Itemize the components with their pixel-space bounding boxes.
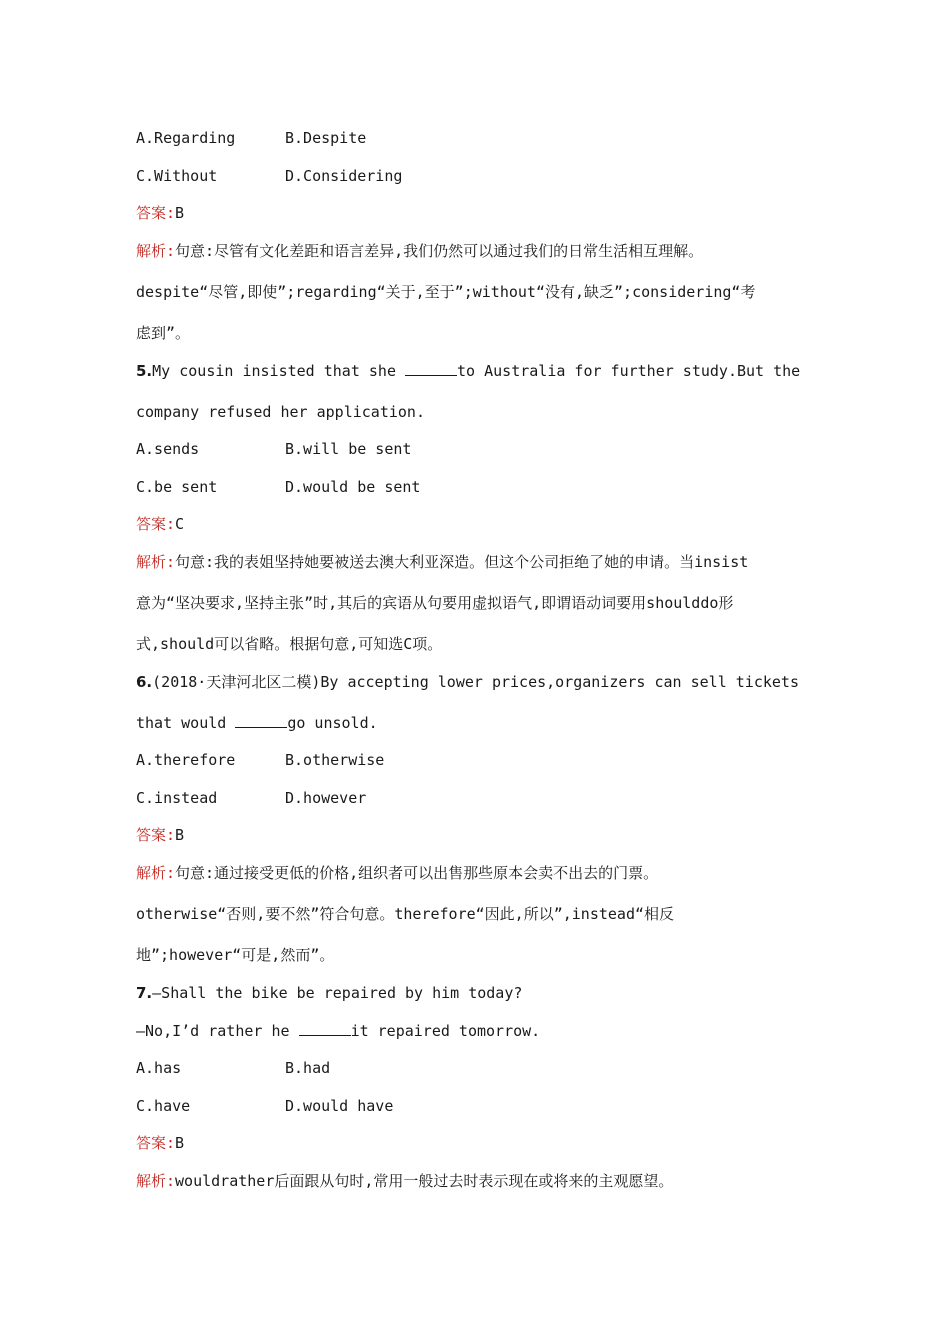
q5-stem-text-after: to Australia for further study.But the bbox=[457, 362, 801, 380]
q5-analysis-line3: 式,should可以省略。根据句意,可知选C项。 bbox=[136, 635, 443, 653]
q4-option-c: C.Without bbox=[136, 167, 218, 185]
q6-analysis-line3: 地”;however“可是,然而”。 bbox=[136, 946, 335, 964]
q6-option-a: A.therefore bbox=[136, 751, 236, 769]
q5-option-a: A.sends bbox=[136, 440, 200, 458]
q6-stem-line1 bbox=[136, 672, 799, 692]
answer-value: B bbox=[175, 826, 185, 844]
q4-analysis-line1 bbox=[136, 241, 703, 261]
analysis-label: 解析: bbox=[136, 864, 176, 882]
answer-label: 答案: bbox=[136, 1134, 176, 1152]
q4-analysis-line3: 虑到”。 bbox=[136, 324, 191, 342]
question-number: 7. bbox=[136, 984, 153, 1002]
answer-label: 答案: bbox=[136, 826, 176, 844]
q6-answer bbox=[136, 825, 184, 845]
q6-stem-line2 bbox=[136, 713, 378, 733]
q6-option-d: D.however bbox=[285, 789, 367, 807]
q6-stem-text: that would bbox=[136, 714, 236, 732]
q4-options-row2 bbox=[136, 166, 217, 186]
q5-answer bbox=[136, 514, 184, 534]
answer-value: B bbox=[175, 204, 185, 222]
q4-analysis-line2: despite“尽管,即使”;regarding“关于,至于”;without“没有,缺乏”;considering“考 bbox=[136, 283, 756, 301]
answer-blank bbox=[235, 713, 287, 728]
q7-stem-line1 bbox=[136, 983, 522, 1003]
q7-option-b: B.had bbox=[285, 1059, 331, 1077]
question-number: 6. bbox=[136, 673, 153, 691]
q5-option-b: B.will be sent bbox=[285, 440, 412, 458]
analysis-label: 解析: bbox=[136, 553, 176, 571]
analysis-text: wouldrather后面跟从句时,常用一般过去时表示现在或将来的主观愿望。 bbox=[175, 1172, 674, 1190]
analysis-text: 句意:尽管有文化差距和语言差异,我们仍然可以通过我们的日常生活相互理解。 bbox=[175, 242, 704, 260]
q4-option-b: B.Despite bbox=[285, 129, 367, 147]
q7-stem-text: —No,I’d rather he bbox=[136, 1022, 299, 1040]
q5-analysis-line2: 意为“坚决要求,坚持主张”时,其后的宾语从句要用虚拟语气,即谓语动词要用shoulddo形 bbox=[136, 594, 734, 612]
q7-answer bbox=[136, 1133, 184, 1153]
q6-stem-text-after: go unsold. bbox=[287, 714, 378, 732]
answer-label: 答案: bbox=[136, 515, 176, 533]
question-number: 5. bbox=[136, 362, 153, 380]
q6-analysis-line1 bbox=[136, 863, 658, 883]
q5-option-d: D.would be sent bbox=[285, 478, 421, 496]
q5-stem-text: My cousin insisted that she bbox=[152, 362, 406, 380]
q5-analysis-line1 bbox=[136, 552, 748, 572]
q6-option-c: C.instead bbox=[136, 789, 218, 807]
q7-analysis-line1 bbox=[136, 1171, 673, 1191]
answer-blank bbox=[405, 361, 457, 376]
q5-option-c: C.be sent bbox=[136, 478, 218, 496]
q7-stem-text-after: it repaired tomorrow. bbox=[350, 1022, 541, 1040]
q6-stem-text: (2018·天津河北区二模)By accepting lower prices,organizers can sell tickets bbox=[152, 673, 799, 691]
q4-option-a: A.Regarding bbox=[136, 129, 236, 147]
q4-answer bbox=[136, 203, 184, 223]
q6-analysis-line2: otherwise“否则,要不然”符合句意。therefore“因此,所以”,instead“相反 bbox=[136, 905, 675, 923]
q5-stem-line1 bbox=[136, 361, 800, 381]
q7-stem-text: —Shall the bike be repaired by him today? bbox=[152, 984, 523, 1002]
q4-option-d: D.Considering bbox=[285, 167, 403, 185]
answer-blank bbox=[299, 1021, 351, 1036]
analysis-label: 解析: bbox=[136, 242, 176, 260]
q7-option-a: A.has bbox=[136, 1059, 182, 1077]
q6-option-b: B.otherwise bbox=[285, 751, 385, 769]
q7-option-c: C.have bbox=[136, 1097, 191, 1115]
q5-stem-line2: company refused her application. bbox=[136, 403, 425, 421]
analysis-text: 句意:通过接受更低的价格,组织者可以出售那些原本会卖不出去的门票。 bbox=[175, 864, 659, 882]
answer-value: B bbox=[175, 1134, 185, 1152]
q7-option-d: D.would have bbox=[285, 1097, 394, 1115]
answer-value: C bbox=[175, 515, 185, 533]
answer-label: 答案: bbox=[136, 204, 176, 222]
analysis-label: 解析: bbox=[136, 1172, 176, 1190]
analysis-text: 句意:我的表姐坚持她要被送去澳大利亚深造。但这个公司拒绝了她的申请。当insist bbox=[175, 553, 749, 571]
q7-stem-line2 bbox=[136, 1021, 540, 1041]
q4-options-row1 bbox=[136, 128, 235, 148]
